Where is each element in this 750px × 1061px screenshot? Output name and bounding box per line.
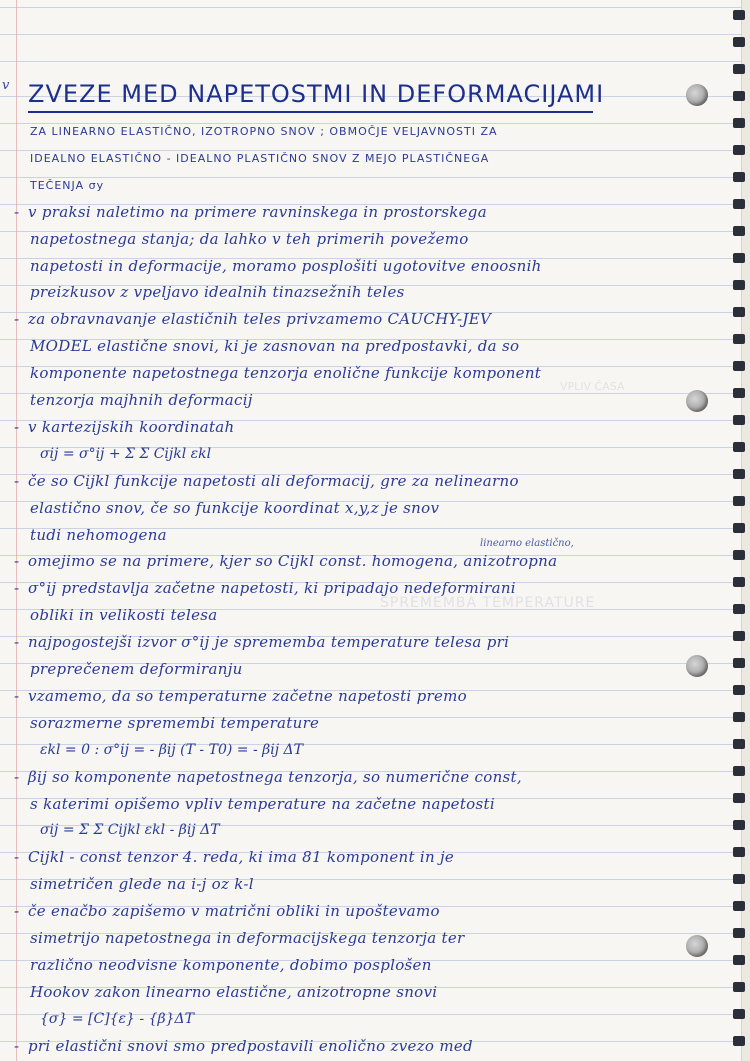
line-text: v kartezijskih koordinatah — [28, 417, 235, 436]
spiral-ring — [733, 118, 745, 128]
text-line — [40, 737, 303, 764]
line-text: MODEL elastične snovi, ki je zasnovan na predpostavki, da so — [30, 337, 520, 356]
spiral-ring — [733, 631, 745, 641]
text-line — [14, 575, 516, 602]
spiral-ring — [733, 307, 745, 317]
line-text: različno neodvisne komponente, dobimo posplošen — [30, 955, 432, 974]
spiral-ring — [733, 334, 745, 344]
spiral-ring — [733, 712, 745, 722]
text-line — [30, 710, 319, 737]
spiral-ring — [733, 847, 745, 857]
spiral-ring — [733, 766, 745, 776]
margin-annotation: linearno elastično, — [480, 538, 574, 549]
line-bullet: - — [14, 902, 20, 921]
binder-hole — [686, 84, 708, 106]
line-text: preprečenem deformiranju — [30, 660, 243, 678]
spiral-ring — [733, 739, 745, 749]
text-line — [30, 871, 254, 898]
text-line — [30, 387, 253, 414]
text-line — [14, 629, 509, 656]
spiral-ring — [733, 901, 745, 911]
line-text: Cijkl - const tenzor 4. reda, ki ima 81 komponent in je — [28, 848, 455, 867]
margin-mark: v — [2, 78, 10, 93]
line-text: napetosti in deformacije, moramo posplošiti ugotovitve enoosnih — [30, 256, 542, 275]
text-line — [30, 333, 519, 360]
line-bullet: - — [14, 686, 20, 705]
line-bullet: - — [14, 767, 20, 786]
line-text: komponente napetostnega tenzorja enolične funkcije komponent — [30, 364, 542, 383]
text-line — [30, 979, 437, 1006]
text-line — [30, 145, 489, 172]
line-text: Hookov zakon linearno elastične, anizotropne snovi — [30, 982, 438, 1001]
spiral-ring — [733, 253, 745, 263]
spiral-ring — [733, 469, 745, 479]
line-text: σ°ij predstavlja začetne napetosti, ki pripadajo nedeformirani — [28, 579, 516, 598]
spiral-ring — [733, 37, 745, 47]
line-bullet: - — [14, 1036, 20, 1055]
spiral-ring — [733, 442, 745, 452]
line-text: preizkusov z vpeljavo idealnih tinazsežnih teles — [30, 283, 405, 302]
text-line — [14, 898, 440, 925]
line-text: če so Cijkl funkcije napetosti ali deformacij, gre za nelinearno — [28, 471, 519, 490]
spiral-ring — [733, 658, 745, 668]
spiral-ring — [733, 982, 745, 992]
spiral-ring — [733, 280, 745, 290]
text-line — [30, 172, 104, 199]
line-text: v praksi naletimo na primere ravninskega in prostorskega — [28, 202, 487, 221]
spiral-ring — [733, 91, 745, 101]
text-line — [40, 817, 220, 844]
spiral-ring — [733, 361, 745, 371]
spiral-ring — [733, 1036, 745, 1046]
text-line — [30, 602, 218, 629]
spiral-ring — [733, 604, 745, 614]
spiral-ring — [733, 928, 745, 938]
line-text: βij so komponente napetostnega tenzorja, so numerične const, — [28, 767, 522, 786]
binder-hole — [686, 935, 708, 957]
line-text: najpogostejši izvor σ°ij je sprememba temperature telesa pri — [28, 633, 510, 652]
line-text: tenzorja majhnih deformacij — [30, 391, 253, 409]
line-text: εkl = 0 : σ°ij = - βij (T - T0) = - βij ΔT — [40, 741, 303, 758]
text-line — [30, 226, 469, 253]
line-bullet: - — [14, 202, 20, 221]
spiral-ring — [733, 496, 745, 506]
line-text: simetrijo napetostnega in deformacijskega tenzorja ter — [30, 929, 465, 947]
text-line — [14, 468, 519, 495]
spiral-ring — [733, 226, 745, 236]
text-line — [30, 522, 167, 549]
text-line — [14, 414, 234, 441]
spiral-ring — [733, 1009, 745, 1019]
line-text: če enačbo zapišemo v matrični obliki in upoštevamo — [28, 902, 440, 921]
page-title: ZVEZE MED NAPETOSTMI IN DEFORMACIJAMI — [28, 80, 605, 108]
binder-hole — [686, 655, 708, 677]
line-text: σij = σ°ij + Σ Σ Cijkl εkl — [40, 445, 212, 462]
spiral-ring — [733, 685, 745, 695]
spiral-ring — [733, 145, 745, 155]
spiral-ring — [733, 577, 745, 587]
line-text: IDEALNO ELASTIČNO - IDEALNO PLASTIČNO SNOV Z MEJO PLASTIČNEGA — [30, 151, 490, 165]
line-bullet: - — [14, 417, 20, 436]
spiral-ring — [733, 550, 745, 560]
line-bullet: - — [14, 579, 20, 598]
line-text: omejimo se na primere, kjer so Cijkl const. homogena, anizotropna — [28, 552, 558, 571]
line-text: s katerimi opišemo vpliv temperature na začetne napetosti — [30, 794, 495, 813]
line-text: obliki in velikosti telesa — [30, 606, 218, 625]
text-line — [14, 683, 467, 710]
spiral-ring — [733, 955, 745, 965]
spiral-ring — [733, 874, 745, 884]
spiral-ring — [733, 172, 745, 182]
line-bullet: - — [14, 848, 20, 867]
spiral-ring — [733, 793, 745, 803]
bleed-through-text: SPREMEMBA TEMPERATURE — [380, 595, 596, 611]
spiral-ring — [733, 820, 745, 830]
line-bullet: - — [14, 310, 20, 329]
line-text: vzamemo, da so temperaturne začetne napetosti premo — [28, 686, 467, 705]
spiral-ring — [733, 64, 745, 74]
line-text: za obravnavanje elastičnih teles privzamemo CAUCHY-JEV — [28, 310, 492, 329]
line-text: elastično snov, če so funkcije koordinat x,y,z je snov — [30, 498, 440, 517]
text-line — [30, 360, 541, 387]
title-underline — [28, 111, 593, 113]
line-bullet: - — [14, 471, 20, 490]
text-line — [14, 306, 491, 333]
text-line — [30, 279, 405, 306]
line-text: napetostnega stanja; da lahko v teh primerih povežemo — [30, 229, 469, 248]
text-line — [40, 441, 211, 468]
text-line — [14, 764, 522, 791]
line-text: pri elastični snovi smo predpostavili enolično zvezo med — [28, 1036, 473, 1055]
text-line — [14, 844, 454, 871]
text-line — [30, 791, 495, 818]
line-text: {σ} = [C]{ε} - {β}ΔT — [40, 1010, 194, 1027]
text-line — [30, 253, 542, 280]
line-bullet: - — [14, 633, 20, 652]
line-text: simetričen glede na i-j oz k-l — [30, 875, 254, 894]
line-text: tudi nehomogena — [30, 525, 167, 544]
spiral-ring — [733, 10, 745, 20]
bleed-through-text: VPLIV ČASA — [560, 380, 625, 393]
text-line — [30, 656, 243, 683]
line-text: TEČENJA σy — [30, 178, 105, 192]
spiral-ring — [733, 388, 745, 398]
text-line — [30, 952, 432, 979]
binder-hole — [686, 390, 708, 412]
text-line — [40, 1006, 194, 1033]
text-line — [14, 1033, 473, 1060]
spiral-ring — [733, 199, 745, 209]
text-line — [30, 925, 465, 952]
text-line — [14, 199, 487, 226]
text-line — [30, 495, 439, 522]
line-text: ZA LINEARNO ELASTIČNO, IZOTROPNO SNOV ; OBMOČJE VELJAVNOSTI ZA — [30, 125, 498, 138]
line-bullet: - — [14, 552, 20, 571]
text-line — [14, 548, 557, 575]
line-text: σij = Σ Σ Cijkl εkl - βij ΔT — [40, 822, 220, 839]
text-line — [30, 118, 498, 145]
spiral-ring — [733, 523, 745, 533]
line-text: sorazmerne spremembi temperature — [30, 713, 320, 732]
spiral-ring — [733, 415, 745, 425]
